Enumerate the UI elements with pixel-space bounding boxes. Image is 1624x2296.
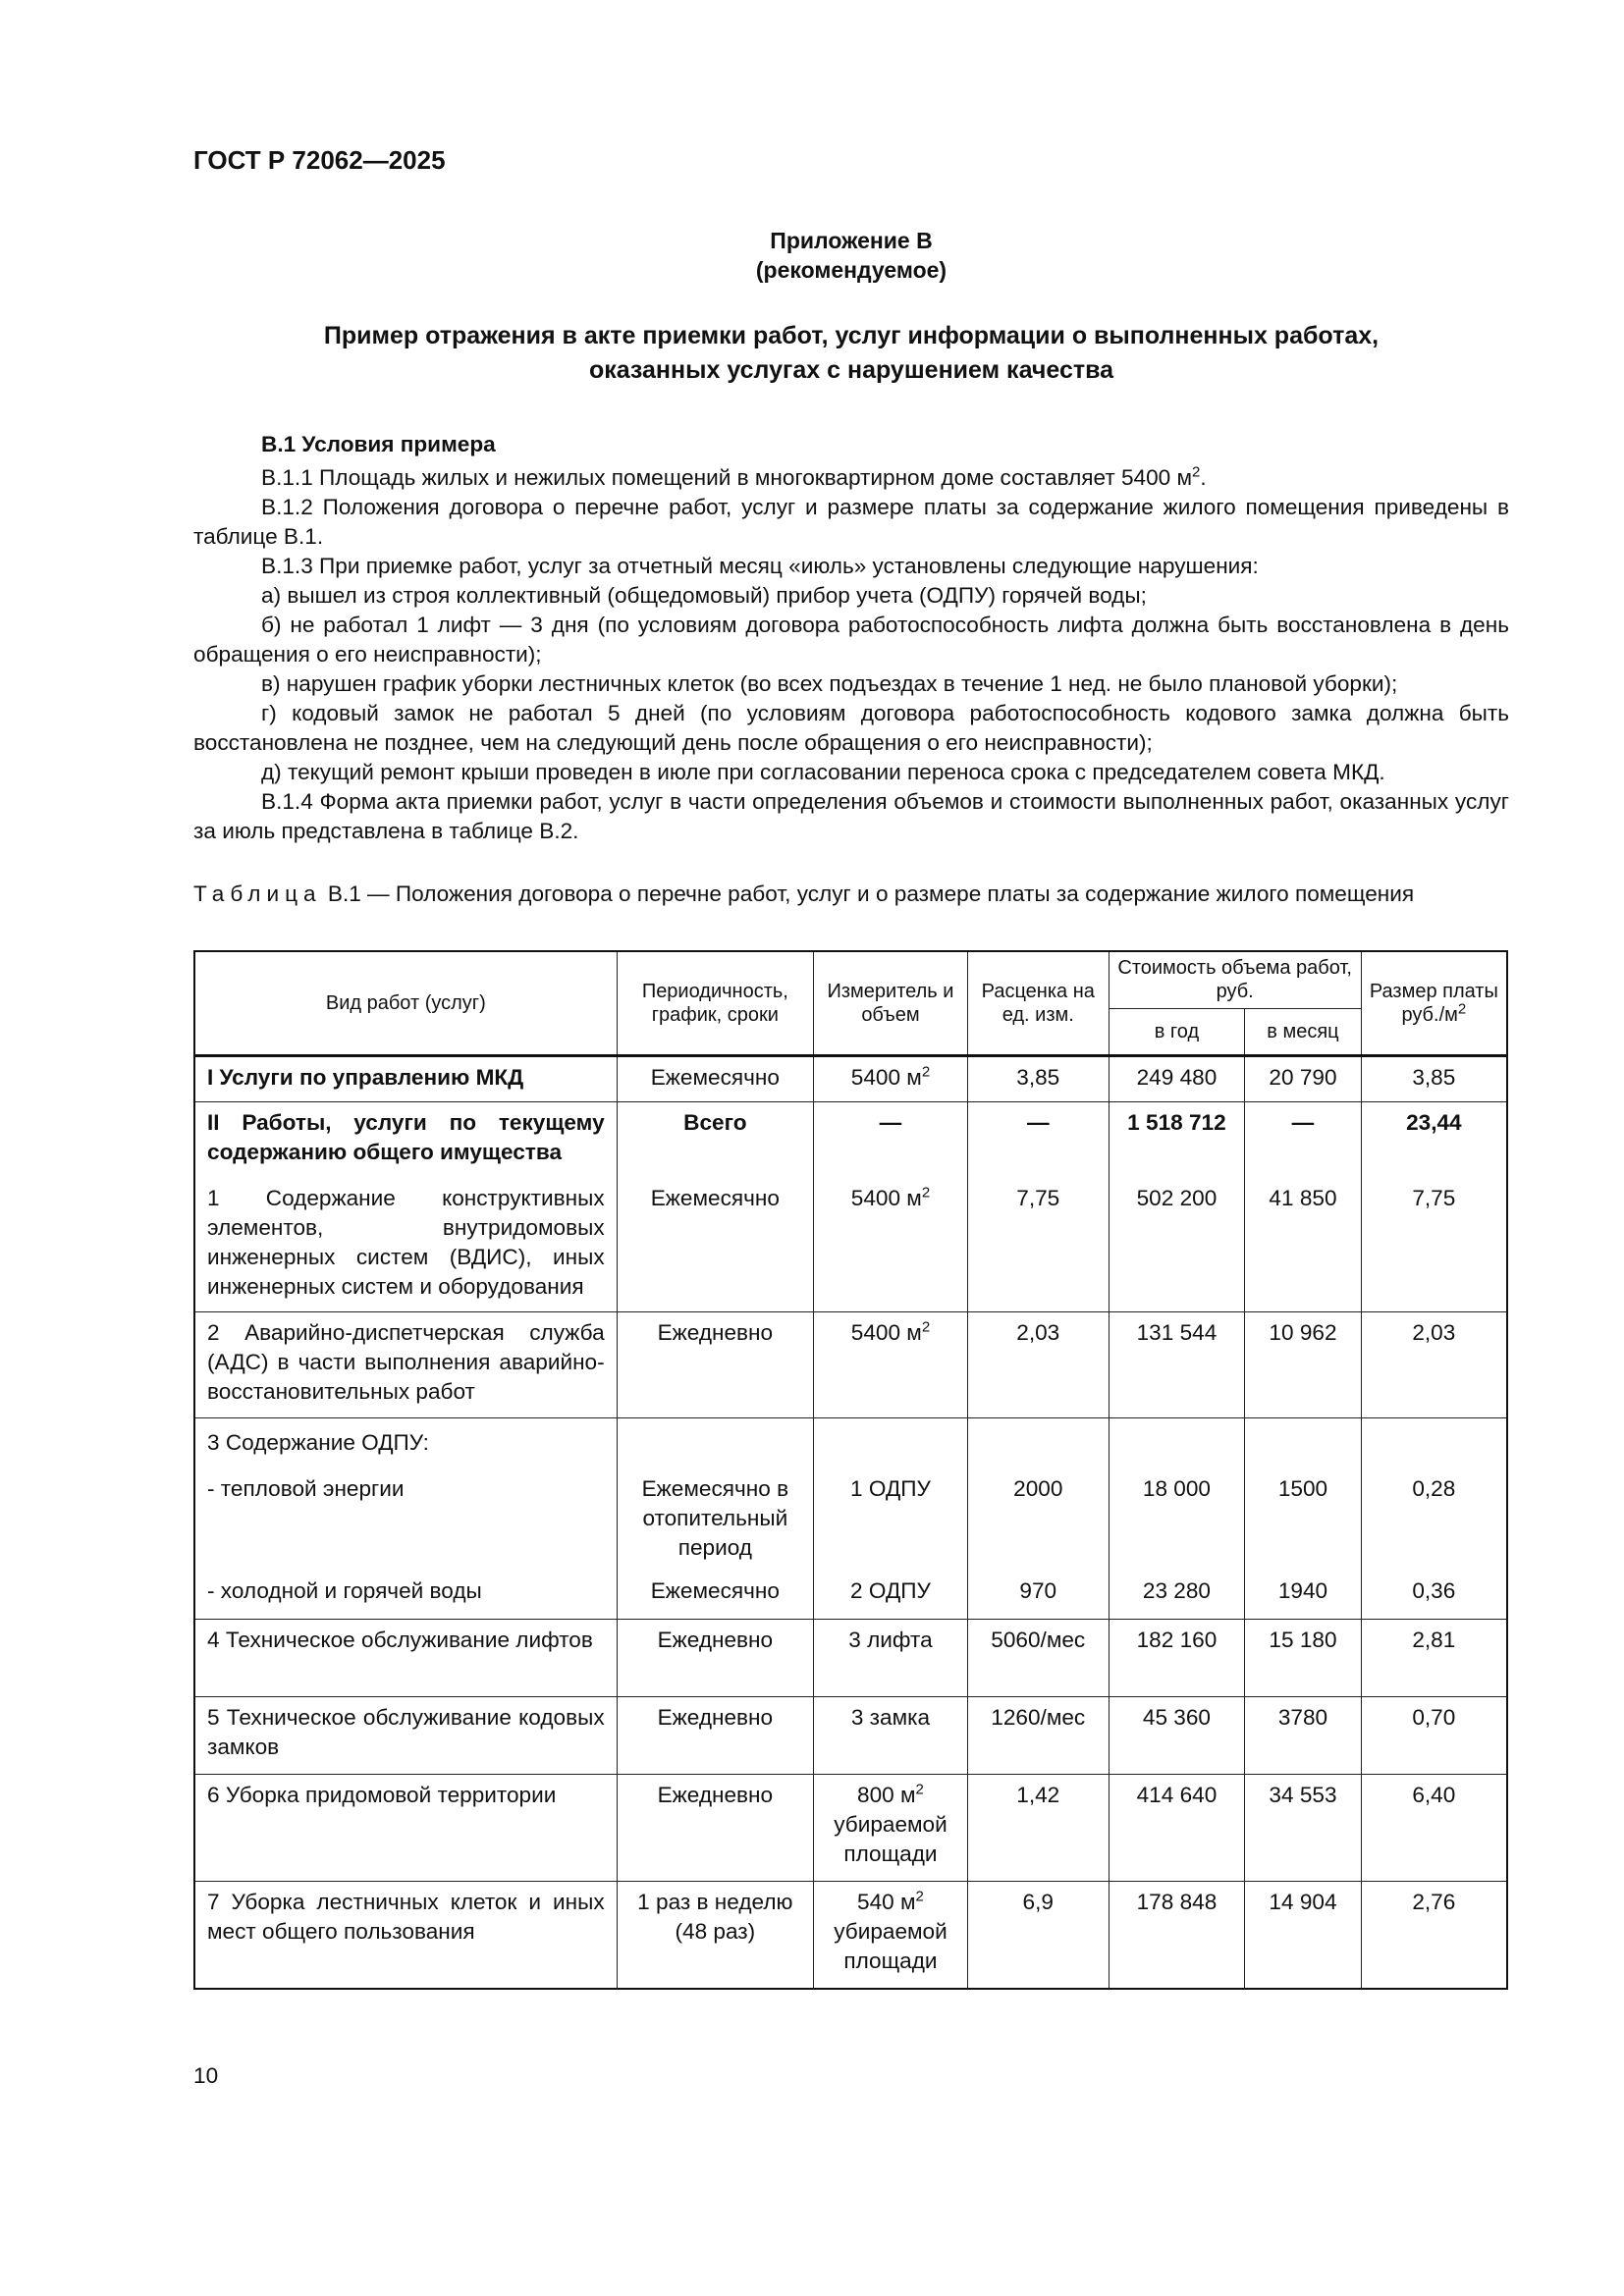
paragraph-b11-text: В.1.1 Площадь жилых и нежилых помещений в многоквартирном доме составляет 5400 м [261, 465, 1193, 490]
cell-year: 249 480 [1109, 1055, 1245, 1101]
cell-measure-sup: 2 [921, 1184, 931, 1201]
header-rate: Расценка на ед. изм. [967, 951, 1109, 1055]
table-caption-label: Таблица [193, 881, 322, 906]
table-row [194, 1571, 1507, 1619]
cell-period: Ежедневно [617, 1696, 813, 1774]
table-caption-text: В.1 — Положения договора о перечне работ, услуг и о размере платы за содержание жилого помещения [321, 881, 1415, 906]
cell-name: - холодной и горячей воды [194, 1571, 617, 1619]
list-item-c: в) нарушен график уборки лестничных клеток (во всех подъездах в течение 1 нед. не было плановой уборки); [261, 671, 1398, 696]
cell-measure: 1 ОДПУ [814, 1468, 968, 1571]
cell-rate: 3,85 [967, 1055, 1109, 1101]
cell-name: II Работы, услуги по текущему содержанию общего имущества [194, 1101, 617, 1178]
cell-measure-sup: 2 [921, 1062, 931, 1080]
cell-rate: 2,03 [967, 1311, 1109, 1417]
cell-measure [814, 1178, 968, 1311]
table-row [194, 1774, 1507, 1881]
cell-measure-text: 800 м [857, 1782, 916, 1807]
cell-period: Ежедневно [617, 1311, 813, 1417]
paragraph-b14: В.1.4 Форма акта приемки работ, услуг в части определения объемов и стоимости выполненных работ, оказанных услуг за июль представлена в таблице В.2. [193, 789, 1509, 843]
cell-empty [1109, 1417, 1245, 1468]
cell-month: 15 180 [1245, 1619, 1361, 1696]
header-measure: Измеритель и объем [814, 951, 968, 1055]
cell-period: Ежемесячно в отопительный период [617, 1468, 813, 1571]
section-heading: В.1 Условия примера [261, 432, 496, 456]
cell-year: 414 640 [1109, 1774, 1245, 1881]
cell-period: Ежедневно [617, 1619, 813, 1696]
cell-name: I Услуги по управлению МКД [194, 1055, 617, 1101]
cell-rate: 1,42 [967, 1774, 1109, 1881]
paragraph-b12: В.1.2 Положения договора о перечне работ, услуг и размере платы за содержание жилого помещения приведены в таблице В.1. [193, 495, 1509, 549]
cell-name: 5 Техническое обслуживание кодовых замков [194, 1696, 617, 1774]
cell-empty [617, 1417, 813, 1468]
list-item-a: а) вышел из строя коллективный (общедомовый) прибор учета (ОДПУ) горячей воды; [261, 583, 1147, 608]
document-title-line-2: оказанных услугах с нарушением качества [588, 356, 1114, 384]
cell-measure: — [814, 1101, 968, 1178]
cell-month: 14 904 [1245, 1881, 1361, 1989]
cell-period: Ежедневно [617, 1774, 813, 1881]
table-row [194, 1468, 1507, 1571]
paragraph-b11 [193, 463, 1509, 493]
cell-year: 131 544 [1109, 1311, 1245, 1417]
cell-payment: 2,76 [1361, 1881, 1507, 1989]
document-title-line-1: Пример отражения в акте приемки работ, услуг информации о выполненных работах, [323, 322, 1380, 349]
table-row [194, 1417, 1507, 1468]
cell-measure-sup: 2 [915, 1780, 924, 1797]
cell-name: 4 Техническое обслуживание лифтов [194, 1619, 617, 1696]
table-row [194, 1619, 1507, 1696]
cell-period: Всего [617, 1101, 813, 1178]
cell-rate: 2000 [967, 1468, 1109, 1571]
cell-month: — [1245, 1101, 1361, 1178]
header-work-type: Вид работ (услуг) [194, 951, 617, 1055]
cell-year: 23 280 [1109, 1571, 1245, 1619]
cell-name: 2 Аварийно-диспетчерская служба (АДС) в части выполнения аварийно-восстановительных работ [194, 1311, 617, 1417]
cell-name: 3 Содержание ОДПУ: [194, 1417, 617, 1468]
cell-name: - тепловой энергии [194, 1468, 617, 1571]
cell-measure-text: 5400 м [850, 1319, 922, 1345]
cell-month: 10 962 [1245, 1311, 1361, 1417]
cell-month: 3780 [1245, 1696, 1361, 1774]
cell-payment: 0,36 [1361, 1571, 1507, 1619]
cell-empty [1245, 1417, 1361, 1468]
cell-measure [814, 1055, 968, 1101]
header-cost: Стоимость объема работ, руб. [1109, 951, 1361, 1008]
table-row [194, 1101, 1507, 1178]
paragraph-b11-sup: 2 [1192, 463, 1201, 481]
cell-measure: 3 лифта [814, 1619, 968, 1696]
cell-payment: 7,75 [1361, 1178, 1507, 1311]
cell-rate: 6,9 [967, 1881, 1109, 1989]
cell-month: 1940 [1245, 1571, 1361, 1619]
cell-period: 1 раз в неделю (48 раз) [617, 1881, 813, 1989]
cell-month: 20 790 [1245, 1055, 1361, 1101]
cell-period: Ежемесячно [617, 1055, 813, 1101]
table-b1 [193, 950, 1508, 1990]
cell-measure: 2 ОДПУ [814, 1571, 968, 1619]
cell-payment: 0,70 [1361, 1696, 1507, 1774]
cell-measure-tail: убираемой площади [834, 1918, 947, 1973]
cell-rate: 7,75 [967, 1178, 1109, 1311]
appendix-title: Приложение В [770, 228, 933, 253]
list-item-d: г) кодовый замок не работал 5 дней (по условиям договора работоспособность кодового замка должна быть восстановлена не позднее, чем на следующий день после обращения о его неисправности); [193, 701, 1509, 755]
cell-name: 6 Уборка придомовой территории [194, 1774, 617, 1881]
cell-empty [967, 1417, 1109, 1468]
table-caption [193, 880, 1509, 909]
page-number: 10 [193, 2063, 219, 2088]
cell-measure-sup: 2 [915, 1887, 924, 1904]
header-per-year: в год [1109, 1008, 1245, 1055]
document-title [193, 319, 1509, 388]
cell-empty [814, 1417, 968, 1468]
table-row [194, 1696, 1507, 1774]
cell-payment: 0,28 [1361, 1468, 1507, 1571]
section-b1 [193, 430, 1509, 846]
cell-year: 182 160 [1109, 1619, 1245, 1696]
cell-year: 18 000 [1109, 1468, 1245, 1571]
cell-year: 502 200 [1109, 1178, 1245, 1311]
cell-measure: 3 замка [814, 1696, 968, 1774]
cell-name: 7 Уборка лестничных клеток и иных мест общего пользования [194, 1881, 617, 1989]
cell-measure [814, 1311, 968, 1417]
header-payment-text: Размер платы руб./м [1369, 980, 1498, 1026]
cell-rate: — [967, 1101, 1109, 1178]
cell-year: 1 518 712 [1109, 1101, 1245, 1178]
cell-year: 178 848 [1109, 1881, 1245, 1989]
cell-month: 41 850 [1245, 1178, 1361, 1311]
list-item-e: д) текущий ремонт крыши проведен в июле при согласовании переноса срока с председателем совета МКД. [261, 760, 1385, 784]
cell-measure-sup: 2 [921, 1317, 931, 1335]
cell-rate: 970 [967, 1571, 1109, 1619]
list-item-b: б) не работал 1 лифт — 3 дня (по условиям договора работоспособность лифта должна быть восстановлена в день обращения о его неисправности); [193, 613, 1509, 667]
cell-measure-tail: убираемой площади [834, 1811, 947, 1866]
cell-period: Ежемесячно [617, 1571, 813, 1619]
cell-measure-text: 540 м [857, 1889, 916, 1914]
paragraph-b13: В.1.3 При приемке работ, услуг за отчетный месяц «июль» установлены следующие нарушения: [261, 554, 1259, 578]
cell-month: 1500 [1245, 1468, 1361, 1571]
cell-payment: 3,85 [1361, 1055, 1507, 1101]
table-row [194, 1881, 1507, 1989]
cell-measure [814, 1774, 968, 1881]
cell-measure-text: 5400 м [850, 1064, 922, 1090]
paragraph-b11-end: . [1200, 465, 1207, 490]
cell-month: 34 553 [1245, 1774, 1361, 1881]
header-payment [1361, 951, 1507, 1055]
cell-name: 1 Содержание конструктивных элементов, внутридомовых инженерных систем (ВДИС), иных инженерных систем и оборудования [194, 1178, 617, 1311]
table-row [194, 1311, 1507, 1417]
document-header: ГОСТ Р 72062—2025 [193, 145, 446, 175]
cell-period: Ежемесячно [617, 1178, 813, 1311]
header-periodicity: Периодичность, график, сроки [617, 951, 813, 1055]
header-payment-sup: 2 [1457, 1000, 1467, 1018]
table-row [194, 1055, 1507, 1101]
cell-payment: 2,81 [1361, 1619, 1507, 1696]
cell-rate: 5060/мес [967, 1619, 1109, 1696]
cell-year: 45 360 [1109, 1696, 1245, 1774]
cell-payment: 2,03 [1361, 1311, 1507, 1417]
appendix-subtitle: (рекомендуемое) [755, 257, 947, 283]
cell-rate: 1260/мес [967, 1696, 1109, 1774]
cell-measure [814, 1881, 968, 1989]
cell-measure-text: 5400 м [850, 1186, 922, 1210]
cell-empty [1361, 1417, 1507, 1468]
cell-payment: 6,40 [1361, 1774, 1507, 1881]
cell-payment: 23,44 [1361, 1101, 1507, 1178]
header-per-month: в месяц [1245, 1008, 1361, 1055]
table-row [194, 1178, 1507, 1311]
